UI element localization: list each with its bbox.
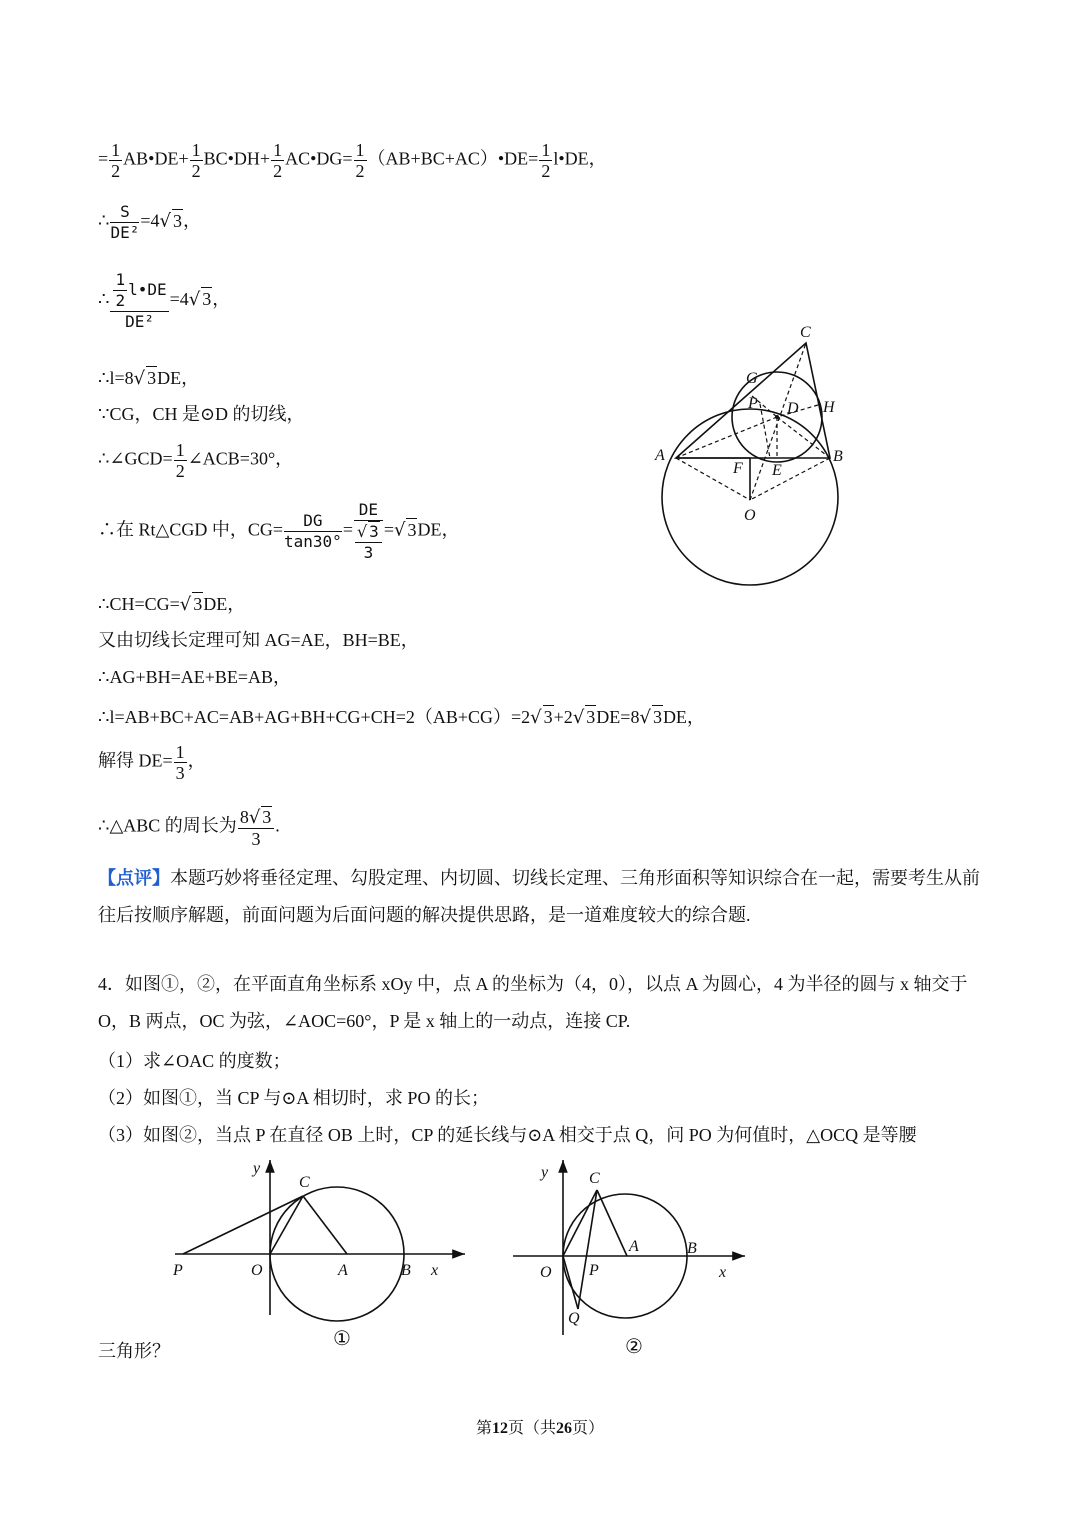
label-a: A (338, 1262, 348, 1279)
denominator: 2 (191, 161, 201, 181)
fraction-s-over-de2 (110, 202, 139, 243)
text: 又由切线长定理可知 AG=AE，BH=BE， (98, 630, 419, 650)
sqrt-radicand: 3 (543, 707, 553, 727)
segment-ca (303, 1196, 347, 1254)
text: ∵CG，CH 是⊙D 的切线， (98, 404, 305, 424)
text: 第 (475, 1420, 492, 1437)
fraction-half (113, 270, 127, 311)
label-o: O (744, 507, 756, 524)
label-o: O (251, 1262, 263, 1279)
sqrt-sign: √ (159, 210, 171, 232)
coordinate-figure-1 (165, 1155, 485, 1355)
text: （AB+BC+AC）•DE= (367, 148, 539, 169)
label-b: B (401, 1262, 411, 1279)
sqrt-radicand: 3 (586, 707, 596, 727)
sqrt-sign: √ (639, 707, 651, 728)
text: ∴ (98, 289, 110, 310)
numerator: DE (354, 500, 383, 521)
equation-line-11 (98, 705, 705, 729)
text: +2 (553, 707, 573, 727)
text: ∴ (98, 210, 110, 231)
text: ∠ACB=30°， (187, 448, 294, 469)
label-b: B (687, 1240, 697, 1257)
label-c: C (299, 1174, 310, 1191)
segment-pc (183, 1196, 303, 1254)
sqrt-radicand: 3 (262, 807, 272, 827)
label-a: A (655, 447, 665, 464)
text: 8 (239, 807, 249, 827)
label-e: E (772, 462, 782, 479)
text: DE， (662, 707, 705, 727)
denominator: 2 (273, 161, 283, 181)
comment-paragraph (98, 860, 988, 934)
text: =4 (140, 210, 160, 231)
label-p: P (589, 1262, 599, 1279)
comment-text: 本题巧妙将垂径定理、勾股定理、内切圆、切线长定理、三角形面积等知识综合在一起，需要考生从前往后按顺序解题，前面问题为后面问题的解决提供思路，是一道难度较大的综合题. (98, 868, 980, 925)
segment-ca (597, 1190, 627, 1256)
label-q: Q (568, 1310, 580, 1327)
question-text: 4．如图①，②，在平面直角坐标系 xOy 中，点 A 的坐标为（4，0），以点 A 为圆心，4 为半径的圆与 x 轴交于 O，B 两点，OC 为弦，∠AOC=60°，P 是 x 轴上的一动点，连接 CP. (98, 974, 968, 1031)
segment-oq (563, 1256, 578, 1309)
sqrt-sign: √ (572, 707, 585, 728)
page-number: 12 (491, 1420, 508, 1437)
text: ∴l=8 (98, 368, 134, 388)
dash-pe (760, 404, 770, 458)
numerator (110, 270, 168, 312)
fraction-dg-over-tan30 (284, 511, 342, 552)
denominator (354, 521, 383, 563)
question-4 (98, 966, 988, 1040)
label-y: y (541, 1164, 549, 1181)
text: ∴在 Rt△CGD 中，CG= (98, 519, 284, 540)
numerator: 1 (175, 440, 185, 460)
denominator: 2 (111, 161, 121, 181)
sqrt-sign: √ (133, 368, 146, 389)
label-h: H (823, 399, 835, 416)
label-d: D (787, 400, 799, 417)
equation-line-12 (98, 742, 206, 783)
denominator: DE² (110, 223, 140, 242)
label-x: x (431, 1262, 439, 1279)
denominator: 2 (175, 461, 185, 481)
label-b: B (833, 448, 843, 465)
figure-caption-2: ② (625, 1336, 643, 1358)
question-4-part-2 (98, 1087, 489, 1109)
sqrt-radicand: 3 (147, 368, 157, 388)
denominator: 3 (175, 763, 185, 783)
geometry-figure-triangle-circles (640, 320, 860, 600)
text: DE， (417, 519, 460, 540)
numerator: 1 (541, 140, 551, 160)
text: ∴AG+BH=AE+BE=AB， (98, 667, 292, 687)
label-p: P (173, 1262, 183, 1279)
text: （2）如图①，当 CP 与⊙A 相切时，求 PO 的长； (98, 1088, 489, 1108)
sqrt-radicand: 3 (369, 522, 379, 541)
text: DE=8 (596, 707, 640, 727)
equation-line-2 (98, 202, 201, 243)
text: BC•DH+ (203, 148, 271, 169)
text: ， (212, 289, 231, 310)
fraction-half (190, 140, 203, 181)
sqrt-sign: √ (393, 519, 406, 541)
numerator: 1 (191, 140, 201, 160)
denominator: 2 (355, 161, 365, 181)
sqrt-sign: √ (248, 807, 261, 828)
text: = (383, 519, 394, 540)
text: . (275, 815, 280, 836)
label-c: C (589, 1170, 600, 1187)
comment-tag: 【点评】 (98, 868, 170, 888)
denominator: tan30° (284, 532, 342, 551)
sqrt-radicand: 3 (193, 594, 203, 614)
equation-line-7 (98, 500, 459, 563)
question-4-part-1 (98, 1050, 291, 1072)
equation-line-6 (98, 440, 293, 481)
label-x: x (719, 1264, 727, 1281)
dash-ad (676, 417, 777, 458)
label-a: A (629, 1238, 639, 1255)
text: ∴△ABC 的周长为 (98, 815, 237, 836)
text: ， (183, 210, 201, 231)
label-p: P (748, 395, 758, 412)
text: ∴∠GCD= (98, 448, 173, 469)
sqrt-radicand: 3 (407, 519, 417, 540)
denominator: 3 (251, 829, 261, 849)
sqrt-sign: √ (356, 522, 368, 541)
fraction-half (109, 140, 122, 181)
text: （1）求∠OAC 的度数； (98, 1051, 291, 1071)
numerator: DG (284, 511, 342, 532)
sqrt-radicand: 3 (202, 289, 212, 310)
denominator: 2 (115, 291, 126, 310)
label-f: F (733, 460, 743, 477)
equation-line-10 (98, 666, 291, 688)
label-c: C (800, 324, 811, 341)
text: DE， (157, 368, 200, 388)
equation-line-8 (98, 592, 245, 616)
text: l•DE (128, 280, 167, 299)
equation-line-4 (98, 366, 199, 390)
equation-line-1 (98, 140, 607, 181)
equation-line-13 (98, 806, 280, 849)
fraction-half (354, 140, 367, 181)
fraction-half (271, 140, 284, 181)
text: = (98, 148, 109, 169)
numerator: 1 (111, 140, 121, 160)
text: （3）如图②，当点 P 在直径 OB 上时，CP 的延长线与⊙A 相交于点 Q，问 PO 为何值时，△OCQ 是等腰 (98, 1125, 917, 1145)
numerator: 1 (175, 742, 185, 762)
figure-caption-1: ① (333, 1328, 351, 1350)
text: DE， (203, 594, 246, 614)
text: AC•DG= (285, 148, 353, 169)
text: 页（共 (507, 1420, 556, 1437)
denominator: 2 (541, 161, 551, 181)
numerator (238, 806, 274, 829)
fraction-half (539, 140, 552, 181)
numerator: 1 (273, 140, 283, 160)
label-y: y (253, 1160, 261, 1177)
text: AB•DE+ (123, 148, 189, 169)
coordinate-figure-2 (505, 1155, 765, 1365)
question-4-part-3-end (98, 1340, 170, 1362)
dash-bo (750, 458, 830, 500)
sqrt-sign: √ (188, 289, 201, 311)
label-g: G (746, 370, 758, 387)
equation-line-3 (98, 270, 230, 332)
numerator: 1 (355, 140, 365, 160)
text: =4 (169, 289, 189, 310)
page-footer (0, 1415, 1080, 1438)
fraction-de-over-root3-over-3 (354, 500, 383, 563)
sqrt-sign: √ (530, 707, 542, 728)
text: 解得 DE= (98, 750, 173, 771)
fraction-complex (110, 270, 168, 332)
denominator: DE² (125, 312, 154, 331)
point-d (775, 415, 779, 419)
numerator: 1 (115, 270, 126, 289)
text: ∴CH=CG= (98, 594, 180, 614)
text: l•DE， (553, 148, 607, 169)
denominator: 3 (363, 543, 374, 562)
equation-line-5 (98, 403, 305, 425)
question-4-part-3 (98, 1124, 917, 1146)
fraction-root3-over-3 (355, 521, 382, 563)
equation-line-9 (98, 629, 419, 651)
text: 页） (572, 1420, 605, 1437)
numerator (355, 521, 382, 543)
text: 三角形？ (98, 1341, 170, 1361)
fraction-one-third (174, 742, 187, 783)
text: = (342, 519, 353, 540)
label-o: O (540, 1264, 552, 1281)
text: ∴l=AB+BC+AC=AB+AG+BH+CG+CH=2（AB+CG）=2 (98, 707, 531, 727)
fraction-8root3-over-3 (238, 806, 274, 849)
sqrt-radicand: 3 (173, 210, 182, 231)
page-total: 26 (556, 1420, 572, 1437)
text: ， (187, 750, 206, 771)
numerator: S (110, 202, 139, 223)
sqrt-radicand: 3 (652, 707, 662, 727)
sqrt-sign: √ (179, 594, 192, 615)
fraction-half (174, 440, 187, 481)
